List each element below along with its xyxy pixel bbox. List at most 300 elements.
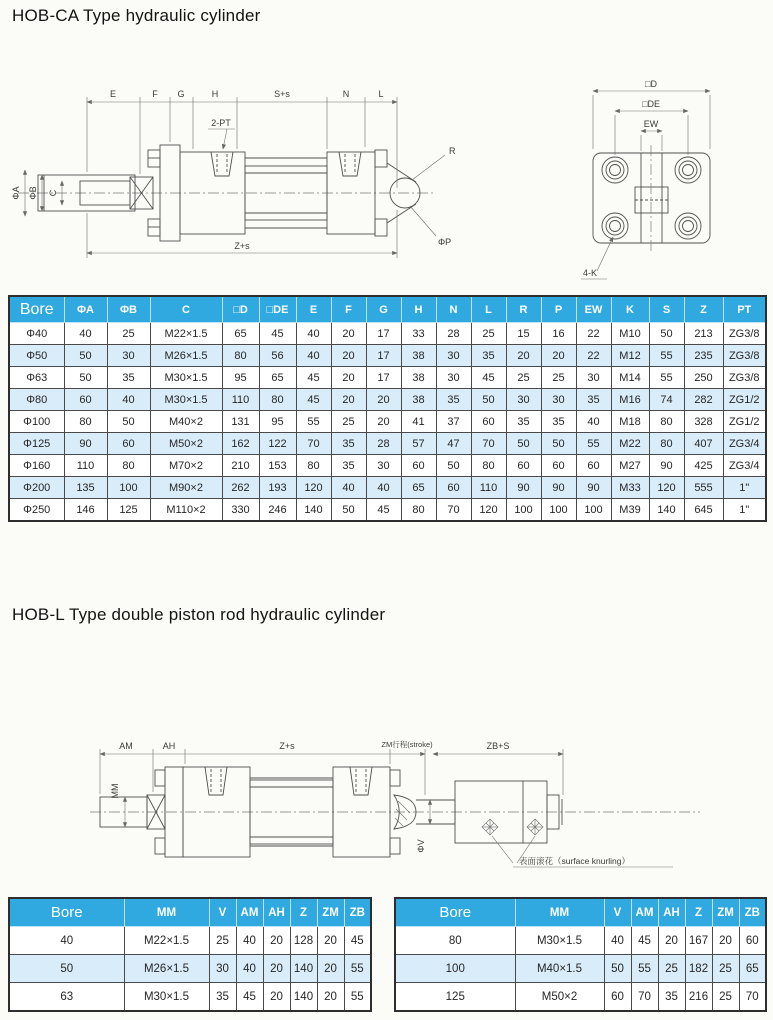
table-cell: 20 — [263, 927, 290, 955]
table-cell: M70×2 — [150, 455, 222, 477]
column-header: MM — [515, 898, 604, 927]
table-cell: 40 — [236, 955, 263, 983]
table-cell: 80 — [395, 927, 515, 955]
table-cell: 45 — [296, 367, 331, 389]
table-cell: 25 — [506, 367, 541, 389]
hob-l-table-large-bores — [394, 897, 767, 1012]
table-cell: 20 — [317, 983, 344, 1012]
table-cell: 20 — [541, 345, 576, 367]
column-header: ΦB — [107, 296, 150, 323]
table-cell: 20 — [658, 927, 685, 955]
table-cell: 40 — [331, 477, 366, 499]
table-cell: Φ50 — [9, 345, 64, 367]
column-header: ZM — [712, 898, 739, 927]
table-cell: Φ160 — [9, 455, 64, 477]
table-cell: 40 — [236, 927, 263, 955]
dim-label-mm: MM — [110, 783, 120, 799]
table-cell: 50 — [436, 455, 471, 477]
table-cell: M90×2 — [150, 477, 222, 499]
table-cell: 55 — [344, 955, 371, 983]
table-cell: 22 — [576, 323, 611, 345]
table-cell: 167 — [685, 927, 712, 955]
column-header: ZB — [739, 898, 766, 927]
table-cell: 80 — [259, 389, 296, 411]
table-cell: M18 — [611, 411, 649, 433]
table-cell: M22×1.5 — [124, 927, 209, 955]
table-cell: 555 — [684, 477, 723, 499]
table-cell: 25 — [658, 955, 685, 983]
column-header: K — [611, 296, 649, 323]
table-cell: ZG3/4 — [723, 455, 766, 477]
table-row — [395, 955, 766, 983]
table-cell: 65 — [259, 367, 296, 389]
column-header: N — [436, 296, 471, 323]
table-cell: 162 — [222, 433, 259, 455]
table-cell: 60 — [436, 477, 471, 499]
table-cell: M110×2 — [150, 499, 222, 522]
table-cell: Φ40 — [9, 323, 64, 345]
table-cell: 120 — [649, 477, 684, 499]
table-cell: 90 — [64, 433, 107, 455]
table-cell: 95 — [222, 367, 259, 389]
section-title-hob-ca: HOB-CA Type hydraulic cylinder — [12, 6, 261, 25]
table-cell: 57 — [401, 433, 436, 455]
table-cell: 16 — [541, 323, 576, 345]
table-cell: 65 — [222, 323, 259, 345]
table-cell: 282 — [684, 389, 723, 411]
dim-label-zs: Z+s — [234, 241, 250, 251]
table-row — [9, 955, 371, 983]
dimension-annotations — [11, 89, 456, 258]
header-row — [395, 898, 766, 927]
table-cell: 60 — [107, 433, 150, 455]
table-cell: 45 — [296, 389, 331, 411]
knurl-callout: 表面滚花（surface knurling） — [519, 856, 631, 866]
table-cell: 70 — [436, 499, 471, 522]
table-cell: 95 — [259, 411, 296, 433]
table-cell: 60 — [739, 927, 766, 955]
table-cell: 60 — [604, 983, 631, 1012]
table-cell: 35 — [331, 433, 366, 455]
table-cell: 140 — [290, 955, 317, 983]
table-cell: 40 — [9, 927, 124, 955]
column-header: ZB — [344, 898, 371, 927]
table-cell: 25 — [541, 367, 576, 389]
column-header: ZM — [317, 898, 344, 927]
table-cell: M10 — [611, 323, 649, 345]
column-header: F — [331, 296, 366, 323]
column-header: AM — [631, 898, 658, 927]
table-cell: 135 — [64, 477, 107, 499]
table-cell: 80 — [471, 455, 506, 477]
table-cell: Φ100 — [9, 411, 64, 433]
table-cell: M22 — [611, 433, 649, 455]
table-cell: 100 — [541, 499, 576, 522]
dim-label-ew: EW — [643, 119, 659, 129]
table-cell: 38 — [401, 367, 436, 389]
table-cell: 213 — [684, 323, 723, 345]
table-row — [9, 455, 766, 477]
column-header: EW — [576, 296, 611, 323]
dim-label-phi-v: ΦV — [416, 839, 426, 853]
table-cell: 80 — [649, 433, 684, 455]
table-cell: 125 — [107, 499, 150, 522]
table-cell: 35 — [436, 389, 471, 411]
table-cell: 55 — [649, 345, 684, 367]
table-cell: 55 — [576, 433, 611, 455]
table-cell: M50×2 — [150, 433, 222, 455]
table-cell: 15 — [506, 323, 541, 345]
column-header: □DE — [259, 296, 296, 323]
table-cell: 120 — [296, 477, 331, 499]
table-row — [9, 389, 766, 411]
table-cell: 35 — [331, 455, 366, 477]
table-cell: 50 — [541, 433, 576, 455]
column-header: □D — [222, 296, 259, 323]
table-cell: 140 — [649, 499, 684, 522]
table-cell: 28 — [366, 433, 401, 455]
table-cell: 50 — [649, 323, 684, 345]
radius-callout-r: R — [449, 146, 456, 156]
table-cell: 35 — [209, 983, 236, 1012]
table-cell: 50 — [64, 345, 107, 367]
pin-callout-phi-p: ΦP — [438, 237, 452, 247]
table-cell: 330 — [222, 499, 259, 522]
table-cell: 25 — [712, 983, 739, 1012]
table-row — [9, 927, 371, 955]
column-header: G — [366, 296, 401, 323]
table-cell: 20 — [331, 345, 366, 367]
table-cell: 40 — [64, 323, 107, 345]
table-cell: M27 — [611, 455, 649, 477]
column-header: Bore — [9, 898, 124, 927]
table-cell: 70 — [296, 433, 331, 455]
table-cell: 38 — [401, 389, 436, 411]
table-cell: 50 — [64, 367, 107, 389]
table-cell: 40 — [366, 477, 401, 499]
table-row — [9, 433, 766, 455]
header-row — [9, 296, 766, 323]
table-cell: M12 — [611, 345, 649, 367]
table-cell: 50 — [506, 433, 541, 455]
column-header: V — [209, 898, 236, 927]
dim-label-e: E — [109, 89, 117, 99]
table-cell: 128 — [290, 927, 317, 955]
table-cell: 20 — [317, 955, 344, 983]
table-cell: ZG3/8 — [723, 323, 766, 345]
column-header: Z — [684, 296, 723, 323]
table-cell: 55 — [631, 955, 658, 983]
table-cell: 20 — [331, 323, 366, 345]
table-cell: 35 — [576, 389, 611, 411]
hob-l-side-view-diagram — [85, 715, 705, 890]
port-callout-2pt: 2-PT — [211, 118, 231, 128]
table-cell: 407 — [684, 433, 723, 455]
table-cell: 70 — [631, 983, 658, 1012]
table-cell: 235 — [684, 345, 723, 367]
table-cell: 20 — [331, 389, 366, 411]
table-cell: 100 — [576, 499, 611, 522]
table-cell: 146 — [64, 499, 107, 522]
hob-ca-side-view-diagram — [8, 70, 583, 285]
column-header: Z — [290, 898, 317, 927]
table-cell: 70 — [739, 983, 766, 1012]
table-cell: 140 — [290, 983, 317, 1012]
table-cell: 60 — [401, 455, 436, 477]
column-header: R — [506, 296, 541, 323]
table-cell: 20 — [366, 389, 401, 411]
table-row — [9, 477, 766, 499]
table-cell: 17 — [366, 367, 401, 389]
table-cell: M26×1.5 — [150, 345, 222, 367]
table-cell: 35 — [107, 367, 150, 389]
table-cell: 80 — [107, 455, 150, 477]
table-cell: 60 — [64, 389, 107, 411]
table-cell: M14 — [611, 367, 649, 389]
table-cell: 20 — [331, 367, 366, 389]
table-cell: 120 — [471, 499, 506, 522]
table-cell: 45 — [631, 927, 658, 955]
table-cell: 50 — [471, 389, 506, 411]
column-header: Z — [685, 898, 712, 927]
table-cell: 47 — [436, 433, 471, 455]
table-cell: 20 — [263, 983, 290, 1012]
table-cell: 125 — [395, 983, 515, 1012]
table-cell: 90 — [649, 455, 684, 477]
hob-l-table-small-bores — [8, 897, 372, 1012]
header-row — [9, 898, 371, 927]
table-cell: 45 — [344, 927, 371, 955]
dim-label-f: F — [152, 89, 158, 99]
table-cell: 30 — [436, 345, 471, 367]
table-cell: 80 — [64, 411, 107, 433]
hob-ca-dimensions-table — [8, 295, 767, 522]
table-cell: 45 — [366, 499, 401, 522]
table-cell: 20 — [712, 927, 739, 955]
dim-label-ss: S+s — [274, 89, 290, 99]
table-cell: 40 — [296, 323, 331, 345]
table-row — [395, 983, 766, 1012]
table-cell: 20 — [366, 411, 401, 433]
table-cell: 40 — [604, 927, 631, 955]
table-cell: 55 — [296, 411, 331, 433]
table-cell: 140 — [296, 499, 331, 522]
table-cell: Φ125 — [9, 433, 64, 455]
table-cell: 110 — [64, 455, 107, 477]
table-cell: 60 — [506, 455, 541, 477]
table-cell: 122 — [259, 433, 296, 455]
table-cell: 30 — [576, 367, 611, 389]
dim-label-ah: AH — [162, 741, 176, 751]
dim-label-n: N — [342, 89, 350, 99]
table-cell: 25 — [209, 927, 236, 955]
table-cell: 25 — [471, 323, 506, 345]
double-rod-cylinder-drawing — [90, 767, 700, 857]
table-cell: 40 — [296, 345, 331, 367]
column-header: S — [649, 296, 684, 323]
column-header: C — [150, 296, 222, 323]
table-cell: 90 — [506, 477, 541, 499]
dim-label-zm-stroke: ZM行程(stroke) — [381, 740, 433, 749]
table-row — [9, 323, 766, 345]
table-cell: 80 — [649, 411, 684, 433]
table-cell: M16 — [611, 389, 649, 411]
table-cell: 22 — [576, 345, 611, 367]
dim-label-zb-s: ZB+S — [486, 741, 510, 751]
table-cell: 100 — [107, 477, 150, 499]
table-cell: 35 — [506, 411, 541, 433]
dim-label-c: C — [48, 189, 58, 197]
table-cell: 153 — [259, 455, 296, 477]
table-cell: 30 — [366, 455, 401, 477]
dim-label-am: AM — [119, 741, 133, 751]
table-cell: 60 — [471, 411, 506, 433]
table-row — [9, 367, 766, 389]
table-cell: M30×1.5 — [124, 983, 209, 1012]
table-cell: 30 — [506, 389, 541, 411]
table-cell: 110 — [471, 477, 506, 499]
table-cell: 50 — [9, 955, 124, 983]
table-cell: 28 — [436, 323, 471, 345]
table-cell: M40×2 — [150, 411, 222, 433]
table-cell: 35 — [541, 411, 576, 433]
hob-ca-end-view-diagram — [575, 75, 773, 285]
column-header: Bore — [9, 296, 64, 323]
table-cell: 645 — [684, 499, 723, 522]
table-cell: 50 — [107, 411, 150, 433]
table-cell: 70 — [471, 433, 506, 455]
table-cell: 425 — [684, 455, 723, 477]
table-cell: 131 — [222, 411, 259, 433]
table-cell: M39 — [611, 499, 649, 522]
table-cell: 25 — [712, 955, 739, 983]
table-cell: 56 — [259, 345, 296, 367]
table-cell: 65 — [739, 955, 766, 983]
table-cell: 80 — [401, 499, 436, 522]
column-header: AM — [236, 898, 263, 927]
table-cell: 45 — [236, 983, 263, 1012]
table-cell: 328 — [684, 411, 723, 433]
table-cell: ZG3/8 — [723, 345, 766, 367]
column-header: P — [541, 296, 576, 323]
table-cell: M30×1.5 — [150, 389, 222, 411]
dim-label-square-de: □DE — [642, 99, 660, 109]
table-cell: ZG3/4 — [723, 433, 766, 455]
table-cell: 60 — [541, 455, 576, 477]
table-cell: 80 — [296, 455, 331, 477]
table-cell: M30×1.5 — [515, 927, 604, 955]
table-cell: 210 — [222, 455, 259, 477]
column-header: MM — [124, 898, 209, 927]
table-cell: 50 — [604, 955, 631, 983]
dim-label-h: H — [211, 89, 219, 99]
table-cell: M30×1.5 — [150, 367, 222, 389]
column-header: L — [471, 296, 506, 323]
dim-label-phi-a: ΦA — [11, 186, 21, 200]
section-title-hob-l: HOB-L Type double piston rod hydraulic cylinder — [12, 605, 386, 624]
table-cell: 30 — [107, 345, 150, 367]
table-cell: Φ250 — [9, 499, 64, 522]
table-cell: 246 — [259, 499, 296, 522]
table-cell: 25 — [331, 411, 366, 433]
table-cell: 25 — [107, 323, 150, 345]
table-cell: 38 — [401, 345, 436, 367]
table-cell: 45 — [471, 367, 506, 389]
column-header: E — [296, 296, 331, 323]
table-cell: ZG1/2 — [723, 411, 766, 433]
dim-label-l: L — [378, 89, 384, 99]
column-header: AH — [263, 898, 290, 927]
table-cell: 110 — [222, 389, 259, 411]
table-row — [9, 411, 766, 433]
table-cell: M33 — [611, 477, 649, 499]
table-row — [9, 499, 766, 522]
table-cell: 55 — [649, 367, 684, 389]
table-cell: 63 — [9, 983, 124, 1012]
table-cell: 100 — [395, 955, 515, 983]
table-cell: 216 — [685, 983, 712, 1012]
table-cell: 60 — [576, 455, 611, 477]
table-cell: 30 — [541, 389, 576, 411]
table-cell: 17 — [366, 323, 401, 345]
column-header: Bore — [395, 898, 515, 927]
dim-label-phi-b: ΦB — [28, 186, 38, 200]
column-header: ΦA — [64, 296, 107, 323]
table-cell: 30 — [436, 367, 471, 389]
table-cell: 20 — [317, 927, 344, 955]
table-cell: 100 — [506, 499, 541, 522]
table-cell: 30 — [209, 955, 236, 983]
bolt-callout-4k: 4-K — [583, 268, 598, 278]
table-cell: Φ63 — [9, 367, 64, 389]
table-cell: 80 — [222, 345, 259, 367]
flange-plate-drawing — [593, 145, 710, 251]
column-header: AH — [658, 898, 685, 927]
table-cell: 20 — [506, 345, 541, 367]
table-cell: 33 — [401, 323, 436, 345]
column-header: H — [401, 296, 436, 323]
table-row — [9, 345, 766, 367]
table-cell: Φ200 — [9, 477, 64, 499]
table-cell: 74 — [649, 389, 684, 411]
table-cell: 45 — [259, 323, 296, 345]
column-header: V — [604, 898, 631, 927]
table-row — [9, 983, 371, 1012]
table-cell: M50×2 — [515, 983, 604, 1012]
table-cell: 65 — [401, 477, 436, 499]
table-cell: 35 — [471, 345, 506, 367]
table-cell: 262 — [222, 477, 259, 499]
table-cell: ZG3/8 — [723, 367, 766, 389]
table-cell: 35 — [658, 983, 685, 1012]
column-header: PT — [723, 296, 766, 323]
dim-label-zs: Z+s — [279, 741, 295, 751]
hob-l-dimensions — [100, 739, 673, 867]
table-cell: 90 — [541, 477, 576, 499]
dim-label-square-d: □D — [645, 79, 657, 89]
table-cell: 40 — [107, 389, 150, 411]
table-cell: 90 — [576, 477, 611, 499]
table-cell: 41 — [401, 411, 436, 433]
table-row — [395, 927, 766, 955]
table-cell: 37 — [436, 411, 471, 433]
cylinder-body-drawing — [18, 145, 433, 241]
table-cell: 50 — [331, 499, 366, 522]
table-cell: 40 — [576, 411, 611, 433]
table-cell: Φ80 — [9, 389, 64, 411]
table-cell: M22×1.5 — [150, 323, 222, 345]
table-cell: 1" — [723, 477, 766, 499]
